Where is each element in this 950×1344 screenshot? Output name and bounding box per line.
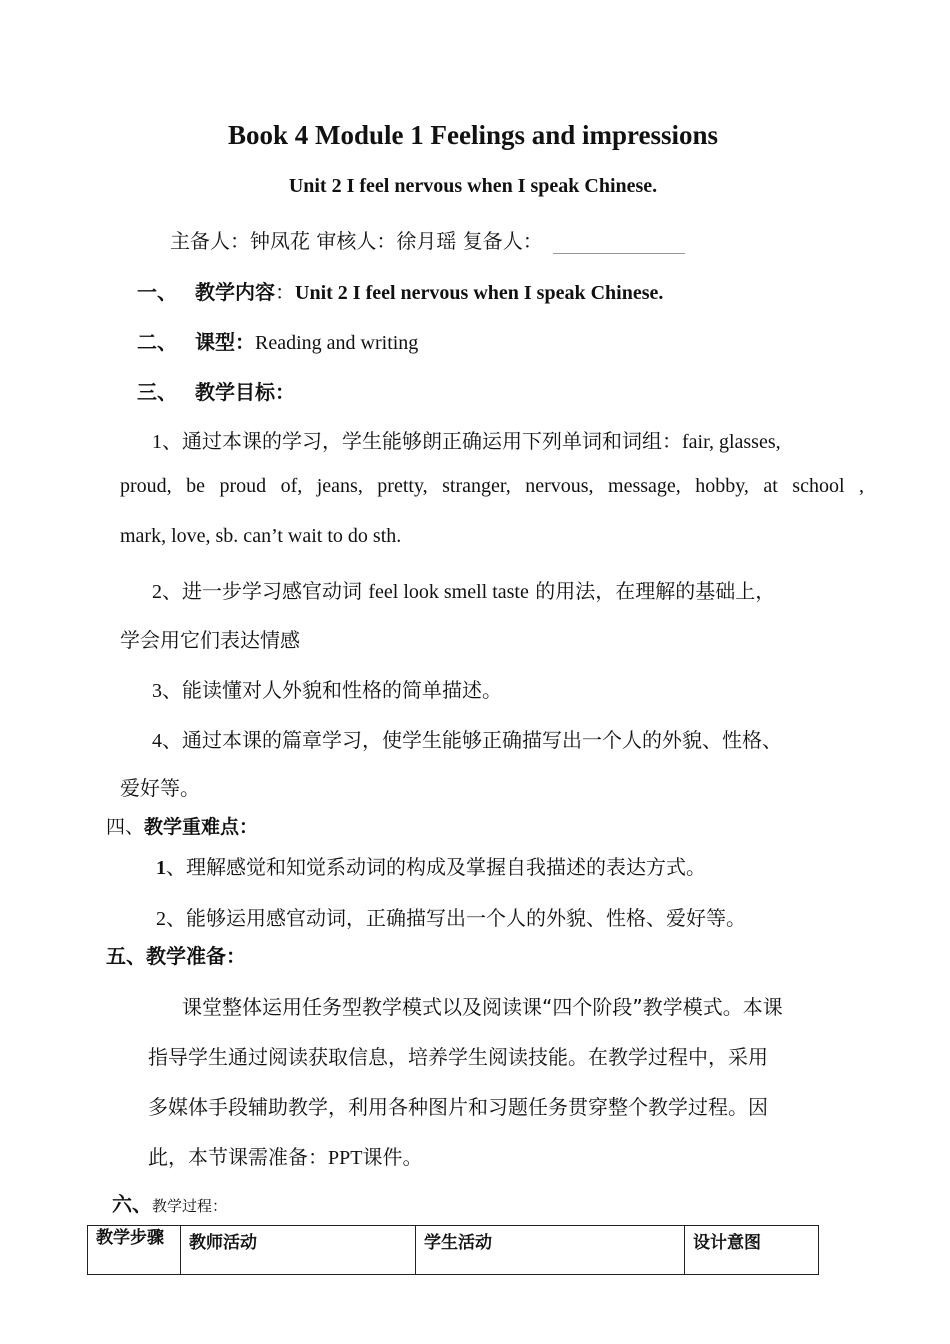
section-6-number: 六、 xyxy=(112,1192,152,1216)
section-3 xyxy=(137,376,295,405)
goal-2-line-1 xyxy=(152,575,775,604)
header-cell-steps: 教学步骤 xyxy=(88,1226,181,1275)
goal-2-verbs: feel look smell taste xyxy=(368,581,529,603)
prep-line-3: 多媒体手段辅助教学，利用各种图片和习题任务贯穿整个教学过程。因 xyxy=(148,1095,768,1119)
header-cell-student: 学生活动 xyxy=(416,1226,685,1275)
goal-3-text: 、能读懂对人外貌和性格的简单描述。 xyxy=(162,678,502,702)
goal-1-words-1: fair, glasses, xyxy=(682,431,781,453)
prep-line-4 xyxy=(148,1141,422,1170)
preparer-text: 主备人：钟凤花 审核人：徐月瑶 复备人： xyxy=(170,229,543,253)
goal-1-line-3: mark, love, sb. can’t wait to do sth. xyxy=(120,525,402,547)
section-4-number: 四、 xyxy=(106,816,145,838)
goal-1-lead: 、通过本课的学习，学生能够朗正确运用下列单词和词组： xyxy=(162,429,682,453)
goal-2-number: 2 xyxy=(152,581,162,603)
section-3-number: 三、 xyxy=(137,380,177,404)
section-4 xyxy=(106,812,258,839)
section-2-number: 二、 xyxy=(137,330,177,354)
section-6 xyxy=(112,1188,227,1217)
section-2-colon: ： xyxy=(235,330,255,354)
table-header-row xyxy=(88,1226,819,1275)
preparer-line xyxy=(170,225,685,254)
key-point-2 xyxy=(156,902,746,931)
document-subtitle: Unit 2 I feel nervous when I speak Chinese. xyxy=(288,175,658,197)
goal-1-line-1 xyxy=(152,425,781,454)
teaching-process-table xyxy=(87,1225,819,1275)
header-cell-intent: 设计意图 xyxy=(685,1226,819,1275)
goal-4-text-a: 、通过本课的篇章学习，使学生能够正确描写出一个人的外貌、性格、 xyxy=(162,728,782,752)
key-point-1-number: 1 xyxy=(156,857,166,879)
goal-3 xyxy=(152,674,502,703)
section-3-label: 教学目标： xyxy=(195,380,295,404)
prep-line-4-c: 课件。 xyxy=(362,1145,423,1169)
prep-line-1: 课堂整体运用任务型教学模式以及阅读课“四个阶段”教学模式。本课 xyxy=(182,995,783,1019)
prep-line-2: 指导学生通过阅读获取信息，培养学生阅读技能。在教学过程中，采用 xyxy=(148,1045,768,1069)
goal-3-number: 3 xyxy=(152,680,162,702)
reviewer-blank xyxy=(553,233,685,254)
section-1 xyxy=(137,276,663,305)
goal-2-text-a: 、进一步学习感官动词 xyxy=(162,579,362,603)
goal-4-line-2: 爱好等。 xyxy=(120,776,200,800)
key-point-1-text: 、理解感觉和知觉系动词的构成及掌握自我描述的表达方式。 xyxy=(166,855,706,879)
goal-4-number: 4 xyxy=(152,730,162,752)
goal-2-text-b: 的用法，在理解的基础上， xyxy=(535,579,776,603)
section-2-text: Reading and writing xyxy=(255,332,419,354)
document-title: Book 4 Module 1 Feelings and impressions xyxy=(227,120,719,150)
section-1-colon: ： xyxy=(275,280,295,304)
section-6-label: 教学过程： xyxy=(152,1197,228,1215)
header-cell-teacher: 教师活动 xyxy=(181,1226,416,1275)
goal-2-line-2: 学会用它们表达情感 xyxy=(120,628,300,652)
key-point-2-text: 、能够运用感官动词，正确描写出一个人的外貌、性格、爱好等。 xyxy=(166,906,746,930)
prep-line-4-ppt: PPT xyxy=(328,1147,363,1169)
key-point-1 xyxy=(156,851,706,880)
key-point-2-number: 2 xyxy=(156,908,166,930)
section-4-label: 教学重难点： xyxy=(144,816,259,838)
section-1-text: Unit 2 I feel nervous when I speak Chinese. xyxy=(295,282,664,304)
section-2 xyxy=(137,326,418,355)
section-2-label: 课型 xyxy=(195,330,235,354)
goal-1-number: 1 xyxy=(152,431,162,453)
prep-line-4-a: 此，本节课需准备： xyxy=(148,1145,328,1169)
section-1-number: 一、 xyxy=(137,280,177,304)
goal-4-line-1 xyxy=(152,724,782,753)
section-1-label: 教学内容 xyxy=(195,280,275,304)
section-5-heading: 五、教学准备： xyxy=(106,944,246,968)
goal-1-line-2: proud, be proud of, jeans, pretty, stranger, nervous, message, hobby, at school , xyxy=(120,475,864,497)
